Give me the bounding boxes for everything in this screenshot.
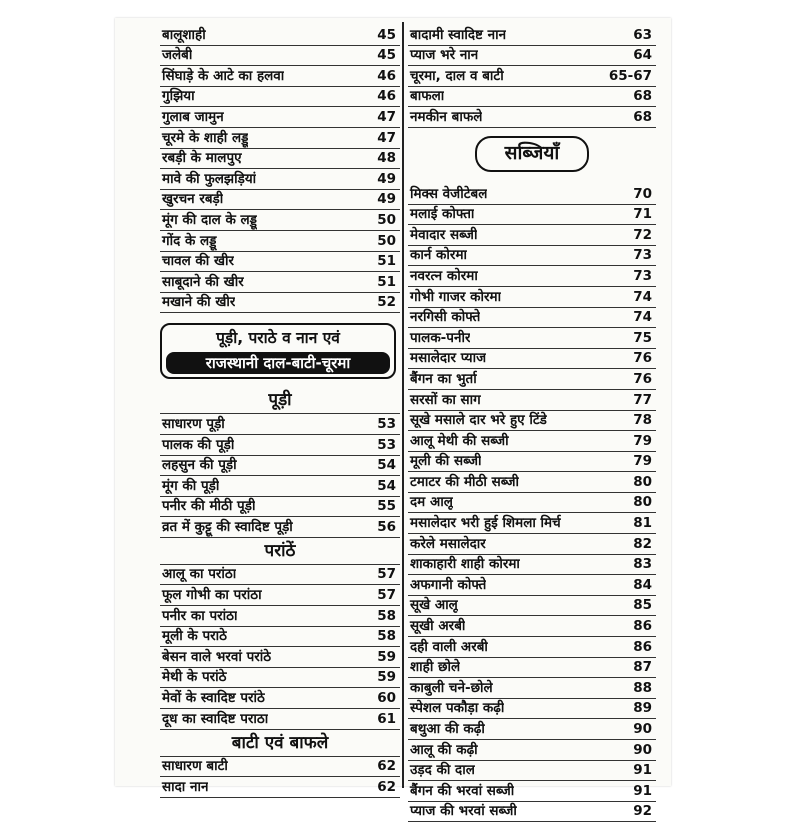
entry-page-number: 46 [377, 88, 396, 105]
entry-page-number: 92 [633, 803, 652, 820]
toc-entry [160, 66, 400, 87]
entry-title: नरगिसी कोफ्ते [410, 309, 481, 326]
toc-entry [408, 205, 656, 226]
toc-entry [408, 246, 656, 267]
toc-entry [408, 349, 656, 370]
section-title-line2: राजस्थानी दाल-बाटी-चूरमा [166, 352, 390, 374]
entry-page-number: 71 [633, 206, 652, 223]
entry-title: कार्न कोरमा [410, 247, 468, 264]
toc-entry [408, 658, 656, 679]
entry-page-number: 57 [377, 566, 396, 583]
entry-page-number: 58 [377, 607, 396, 624]
entry-title: आलू की कढ़ी [410, 741, 478, 758]
entry-page-number: 45 [377, 26, 396, 43]
toc-entry [408, 493, 656, 514]
entry-title: मूंग की दाल के लड्डू [162, 211, 257, 228]
entry-page-number: 76 [633, 350, 652, 367]
toc-entry [160, 777, 400, 798]
entry-page-number: 51 [377, 273, 396, 290]
toc-entry [408, 287, 656, 308]
entry-page-number: 68 [633, 88, 652, 105]
toc-entry [160, 757, 400, 778]
entry-title: नमकीन बाफले [410, 108, 483, 125]
entry-page-number: 87 [633, 659, 652, 676]
entry-title: जलेबी [162, 47, 193, 64]
toc-entry [408, 184, 656, 205]
entry-page-number: 54 [377, 457, 396, 474]
naan-baati-list [408, 25, 656, 128]
toc-entry [160, 190, 400, 211]
paranthe-list [160, 565, 400, 730]
entry-title: प्याज की भरवां सब्जी [410, 803, 517, 820]
entry-page-number: 79 [633, 453, 652, 470]
toc-entry [160, 87, 400, 108]
entry-page-number: 59 [377, 648, 396, 665]
entry-page-number: 46 [377, 67, 396, 84]
entry-title: काबुली चने-छोले [410, 679, 493, 696]
entry-page-number: 91 [633, 782, 652, 799]
entry-page-number: 79 [633, 432, 652, 449]
entry-page-number: 73 [633, 247, 652, 264]
entry-title: साधारण बाटी [162, 758, 228, 775]
entry-page-number: 86 [633, 618, 652, 635]
entry-page-number: 89 [633, 700, 652, 717]
entry-title: पालक-पनीर [410, 329, 471, 346]
entry-title: मेवादार सब्जी [410, 226, 478, 243]
toc-entry [160, 476, 400, 497]
toc-entry [408, 87, 656, 108]
toc-entry [408, 637, 656, 658]
entry-title: सरसों का साग [410, 391, 481, 408]
entry-title: मसालेदार प्याज [410, 350, 487, 367]
entry-title: साधारण पूड़ी [162, 415, 225, 432]
entry-page-number: 84 [633, 576, 652, 593]
entry-page-number: 51 [377, 253, 396, 270]
toc-entry [160, 46, 400, 67]
entry-title: दम आलू [410, 494, 453, 511]
entry-title: मखाने की खीर [162, 294, 236, 311]
toc-entry [408, 761, 656, 782]
entry-page-number: 60 [377, 690, 396, 707]
toc-entry [408, 472, 656, 493]
toc-entry [408, 25, 656, 46]
toc-entry [408, 411, 656, 432]
left-column [160, 25, 400, 798]
toc-entry [160, 565, 400, 586]
toc-entry [408, 328, 656, 349]
entry-page-number: 80 [633, 494, 652, 511]
entry-title: उड़द की दाल [410, 762, 475, 779]
toc-entry [160, 435, 400, 456]
entry-page-number: 76 [633, 370, 652, 387]
entry-title: पनीर की मीठी पूड़ी [162, 498, 256, 515]
entry-page-number: 63 [633, 26, 652, 43]
section-title-puri-paranthe [160, 323, 396, 379]
entry-title: मावे की फुलझड़ियां [162, 170, 257, 187]
entry-page-number: 78 [633, 412, 652, 429]
baati-heading: बाटी एवं बाफले [160, 730, 400, 757]
toc-entry [408, 575, 656, 596]
entry-page-number: 80 [633, 473, 652, 490]
entry-title: प्याज भरे नान [410, 47, 479, 64]
toc-entry [160, 456, 400, 477]
puri-list [160, 414, 400, 538]
entry-title: टमाटर की मीठी सब्जी [410, 473, 520, 490]
entry-page-number: 90 [633, 721, 652, 737]
toc-entry [408, 555, 656, 576]
baati-list [160, 757, 400, 798]
toc-entry [160, 627, 400, 648]
entry-page-number: 49 [377, 170, 396, 187]
toc-entry [408, 678, 656, 699]
entry-title: चूरमे के शाही लड्डू [162, 129, 249, 146]
toc-entry [160, 231, 400, 252]
entry-page-number: 68 [633, 108, 652, 125]
entry-page-number: 88 [633, 679, 652, 696]
sabziyan-heading: सब्जियाँ [475, 136, 589, 172]
entry-title: सूखी अरबी [410, 618, 466, 635]
toc-entry [408, 513, 656, 534]
toc-entry [408, 740, 656, 761]
entry-page-number: 57 [377, 587, 396, 604]
toc-entry [408, 308, 656, 329]
paranthe-heading: परांठें [160, 538, 400, 565]
entry-page-number: 56 [377, 518, 396, 535]
entry-title: बैंगन का भुर्ता [410, 370, 477, 387]
entry-page-number: 48 [377, 150, 396, 167]
toc-entry [408, 46, 656, 67]
toc-entry [408, 369, 656, 390]
entry-title: खुरचन रबड़ी [162, 191, 224, 208]
entry-title: फूल गोभी का परांठा [162, 587, 262, 604]
entry-page-number: 72 [633, 226, 652, 243]
entry-page-number: 83 [633, 556, 652, 573]
entry-title: सिंघाड़े के आटे का हलवा [162, 67, 285, 84]
entry-title: बाफला [410, 88, 445, 105]
toc-entry [160, 709, 400, 730]
entry-page-number: 49 [377, 191, 396, 208]
entry-page-number: 91 [633, 762, 652, 779]
entry-title: दही वाली अरबी [410, 638, 488, 655]
column-divider [402, 22, 404, 788]
entry-title: नवरत्न कोरमा [410, 267, 478, 284]
entry-title: बादामी स्वादिष्ट नान [410, 26, 507, 43]
entry-title: शाही छोले [410, 659, 461, 676]
sweets-list [160, 25, 400, 313]
toc-entry [160, 25, 400, 46]
toc-entry [408, 390, 656, 411]
entry-page-number: 81 [633, 515, 652, 532]
toc-entry [408, 66, 656, 87]
entry-title: बालूशाही [162, 26, 206, 43]
toc-entry [408, 452, 656, 473]
entry-page-number: 74 [633, 288, 652, 305]
entry-title: मलाई कोफ्ता [410, 206, 475, 223]
entry-title: गुझिया [162, 88, 195, 105]
puri-heading: पूड़ी [160, 387, 400, 414]
entry-title: बेसन वाले भरवां परांठे [162, 648, 272, 665]
entry-page-number: 54 [377, 477, 396, 494]
toc-entry [160, 606, 400, 627]
toc-entry [160, 210, 400, 231]
entry-page-number: 50 [377, 232, 396, 249]
entry-title: मेथी के परांठे [162, 669, 227, 686]
entry-page-number: 47 [377, 129, 396, 146]
toc-entry [160, 668, 400, 689]
entry-title: मूली के पराठे [162, 628, 228, 645]
entry-page-number: 86 [633, 638, 652, 655]
sabzi-list [408, 184, 656, 822]
toc-entry [408, 596, 656, 617]
toc-entry [160, 293, 400, 314]
entry-page-number: 47 [377, 108, 396, 125]
entry-title: साबूदाने की खीर [162, 273, 244, 290]
toc-entry [408, 225, 656, 246]
entry-page-number: 62 [377, 778, 396, 795]
entry-title: गुलाब जामुन [162, 108, 224, 125]
entry-title: अफगानी कोफ्ते [410, 576, 487, 593]
entry-page-number: 62 [377, 758, 396, 775]
entry-title: आलू का परांठा [162, 566, 237, 583]
section-title-line1: पूड़ी, पराठे व नान एवं [216, 329, 340, 348]
entry-title: गोंद के लड्डू [162, 232, 217, 249]
entry-title: व्रत में कुट्टू की स्वादिष्ट पूड़ी [162, 518, 293, 535]
entry-page-number: 50 [377, 211, 396, 228]
entry-title: शाकाहारी शाही कोरमा [410, 556, 520, 573]
entry-title: आलू मेथी की सब्जी [410, 432, 509, 449]
entry-page-number: 53 [377, 436, 396, 453]
toc-entry [408, 534, 656, 555]
entry-title: लहसुन की पूड़ी [162, 457, 237, 474]
entry-page-number: 82 [633, 535, 652, 552]
toc-entry [160, 497, 400, 518]
entry-title: दूध का स्वादिष्ट पराठा [162, 710, 269, 727]
entry-page-number: 55 [377, 498, 396, 515]
entry-page-number: 65-67 [608, 67, 652, 84]
toc-entry [160, 169, 400, 190]
entry-title: पनीर का परांठा [162, 607, 238, 624]
toc-entry [160, 647, 400, 668]
entry-page-number: 64 [633, 47, 652, 64]
entry-title: मूंग की पूड़ी [162, 477, 220, 494]
entry-title: चावल की खीर [162, 253, 235, 270]
entry-page-number: 75 [633, 329, 652, 346]
entry-title: चूरमा, दाल व बाटी [410, 67, 504, 84]
entry-page-number: 58 [377, 628, 396, 645]
entry-page-number: 74 [633, 309, 652, 326]
toc-entry [160, 517, 400, 538]
entry-title: रबड़ी के मालपुए [162, 150, 242, 167]
entry-title: मिक्स वेजीटेबल [410, 185, 488, 202]
entry-page-number: 70 [633, 185, 652, 202]
entry-title: पालक की पूड़ी [162, 436, 235, 453]
entry-title: सूखे मसाले दार भरे हुए टिंडे [410, 412, 547, 429]
entry-page-number: 53 [377, 415, 396, 432]
entry-title: गोभी गाजर कोरमा [410, 288, 502, 305]
entry-title: मूली की सब्जी [410, 453, 482, 470]
toc-entry [160, 128, 400, 149]
entry-title: मेवों के स्वादिष्ट परांठे [162, 690, 265, 707]
entry-page-number: 85 [633, 597, 652, 614]
entry-title: स्पेशल पकौड़ा कढ़ी [410, 700, 505, 717]
toc-entry [160, 688, 400, 709]
right-column [408, 25, 656, 822]
entry-title: करेले मसालेदार [410, 535, 486, 552]
toc-entry [408, 781, 656, 802]
entry-page-number: 73 [633, 267, 652, 284]
toc-entry [408, 699, 656, 720]
entry-page-number: 45 [377, 47, 396, 64]
entry-page-number: 77 [633, 391, 652, 408]
toc-entry [408, 719, 656, 740]
toc-entry [408, 107, 656, 128]
toc-entry [160, 252, 400, 273]
toc-entry [160, 107, 400, 128]
entry-page-number: 90 [633, 741, 652, 758]
toc-entry [160, 414, 400, 435]
toc-entry [408, 266, 656, 287]
entry-title: मसालेदार भरी हुई शिमला मिर्च [410, 515, 561, 532]
entry-title: बैंगन की भरवां सब्जी [410, 782, 515, 799]
entry-page-number: 52 [377, 294, 396, 311]
entry-title: बथुआ की कढ़ी [410, 721, 485, 737]
toc-entry [160, 585, 400, 606]
toc-entry [408, 616, 656, 637]
entry-page-number: 59 [377, 669, 396, 686]
toc-entry [408, 802, 656, 822]
entry-title: सूखे आलू [410, 597, 458, 614]
entry-page-number: 61 [377, 710, 396, 727]
toc-entry [408, 431, 656, 452]
toc-entry [160, 149, 400, 170]
entry-title: सादा नान [162, 778, 209, 795]
toc-entry [160, 272, 400, 293]
